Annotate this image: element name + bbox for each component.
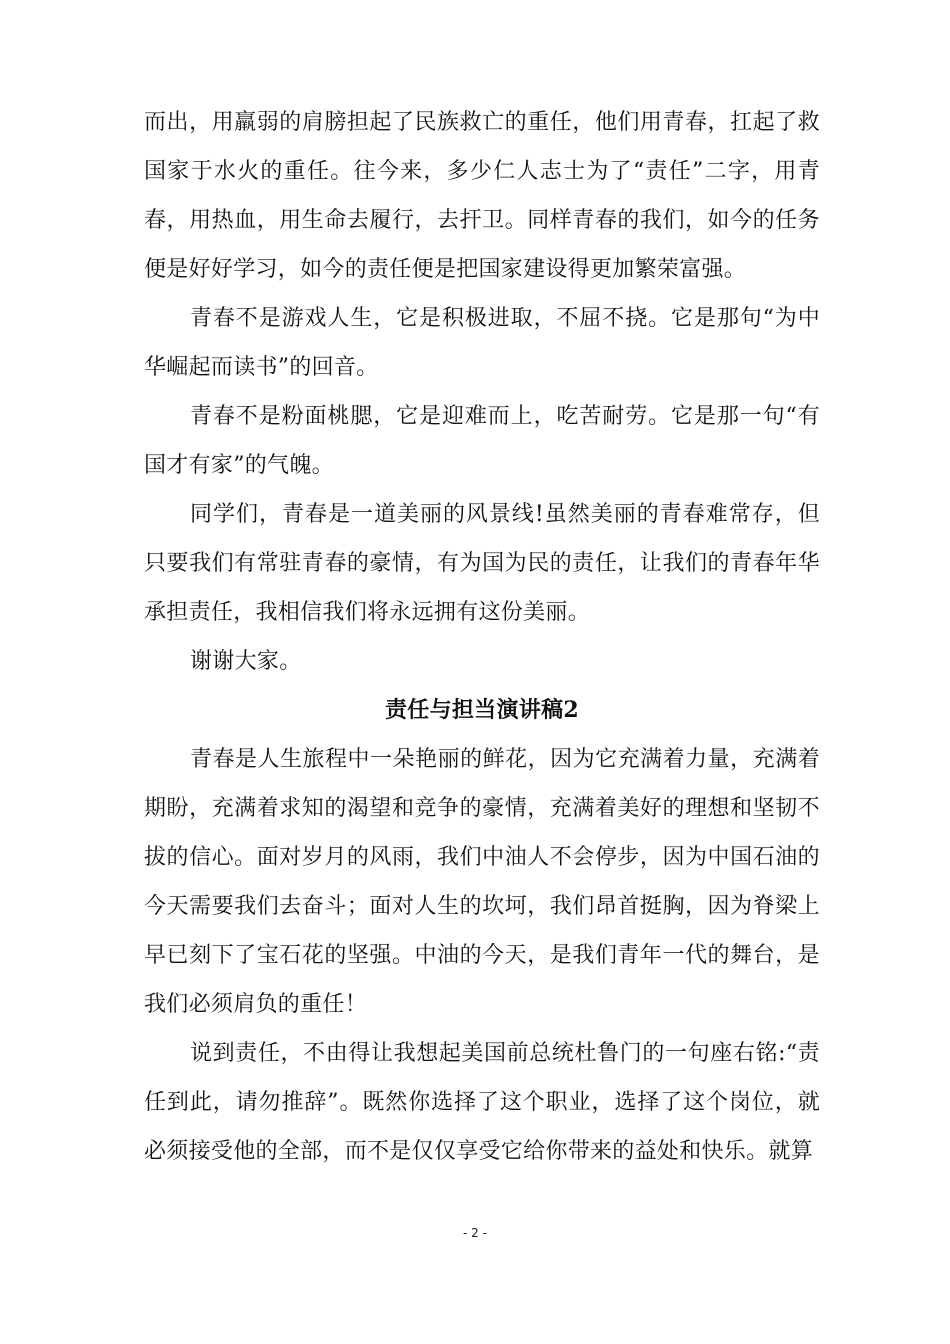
paragraph: 同学们，青春是一道美丽的风景线!虽然美丽的青春难常存，但只要我们有常驻青春的豪情，有为国为民的责任，让我们的青春年华承担责任，我相信我们将永远拥有这份美丽。 xyxy=(144,502,820,625)
paragraph: 青春不是粉面桃腮，它是迎难而上，吃苦耐劳。它是那一句“有国才有家”的气魄。 xyxy=(144,404,820,478)
paragraph: 青春是人生旅程中一朵艳丽的鲜花，因为它充满着力量，充满着期盼，充满着求知的渴望和竞争的豪情，充满着美好的理想和坚韧不拔的信心。面对岁月的风雨，我们中油人不会停步，因为中国石油的今天需要我们去奋斗；面对人生的坎坷，我们昂首挺胸，因为脊梁上早已刻下了宝石花的坚强。中油的今天，是我们青年一代的舞台，是我们必须肩负的重任！ xyxy=(144,747,820,1017)
page-number: - 2 - xyxy=(463,1226,487,1240)
document-body xyxy=(144,98,820,1176)
paragraph-continued: 而出，用羸弱的肩膀担起了民族救亡的重任，他们用青春，扛起了救国家于水火的重任。往今来，多少仁人志士为了“责任”二字，用青春，用热血，用生命去履行，去扞卫。同样青春的我们，如今的任务便是好好学习，如今的责任便是把国家建设得更加繁荣富强。 xyxy=(144,110,820,282)
paragraph: 青春不是游戏人生，它是积极进取，不屈不挠。它是那句“为中华崛起而读书”的回音。 xyxy=(144,306,820,380)
section-heading: 责任与担当演讲稿2 xyxy=(384,697,579,723)
paragraph-closing: 谢谢大家。 xyxy=(190,649,302,674)
paragraph: 说到责任，不由得让我想起美国前总统杜鲁门的一句座右铭:“责任到此，请勿推辞”。既然你选择了这个职业，选择了这个岗位，就必须接受他的全部，而不是仅仅享受它给你带来的益处和快乐。就算 xyxy=(144,1041,820,1164)
